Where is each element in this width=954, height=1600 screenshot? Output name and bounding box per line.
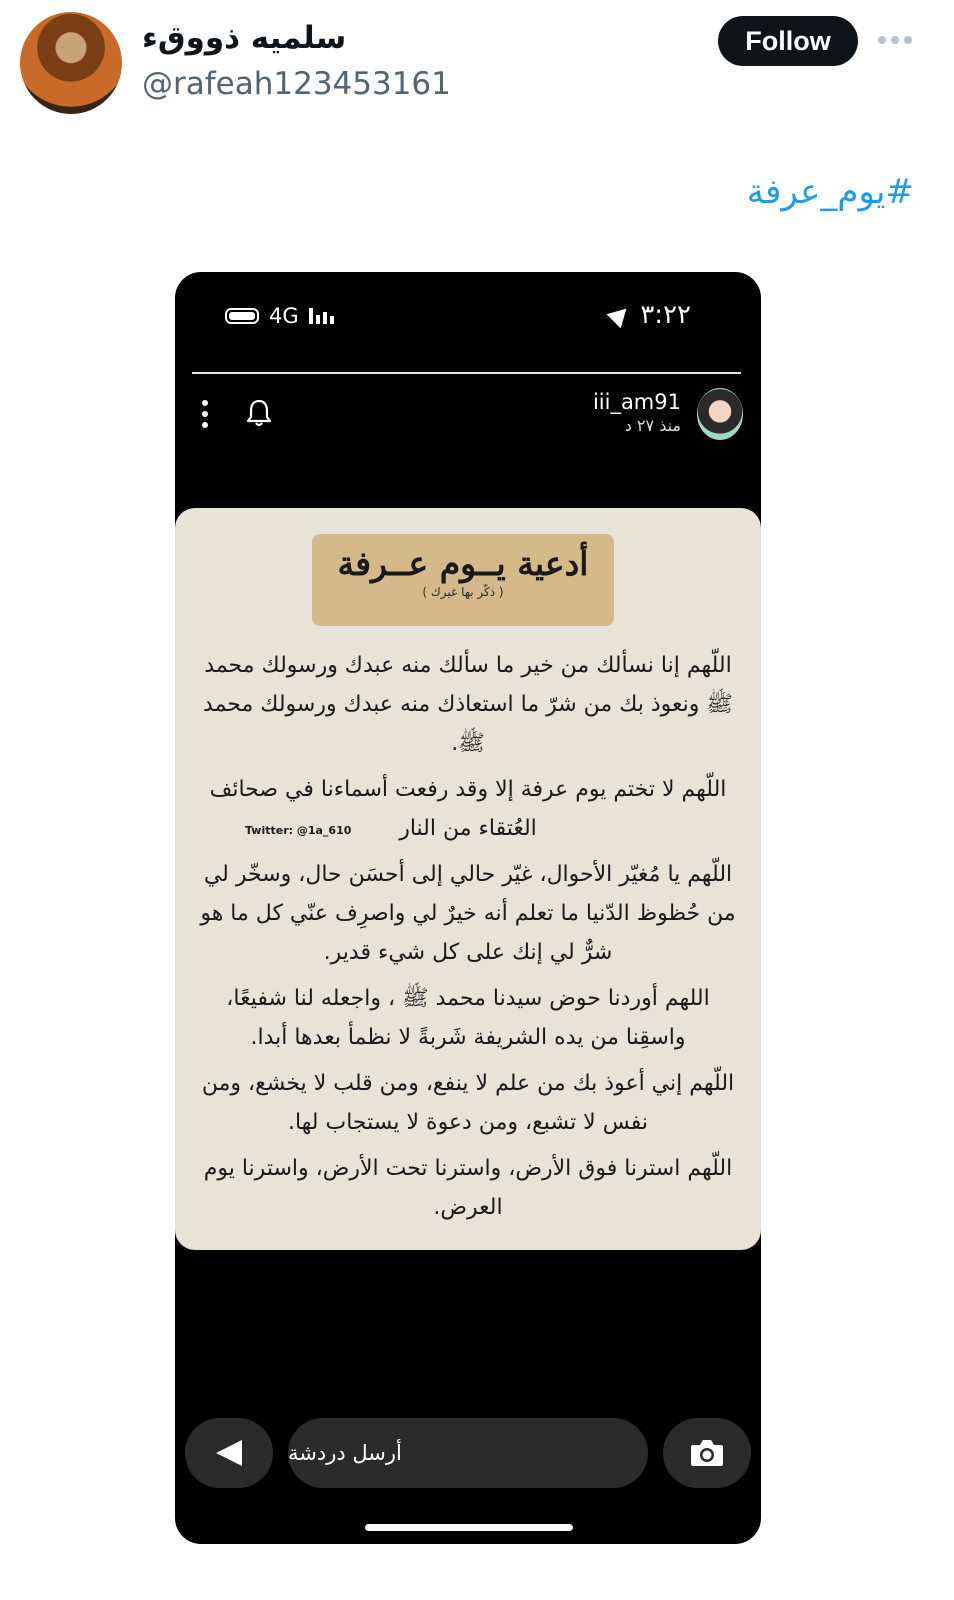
story-avatar[interactable] (697, 388, 743, 440)
story-progress-bar (192, 372, 741, 374)
signal-icon (309, 308, 334, 324)
card-title-box (312, 534, 614, 626)
kebab-menu-icon[interactable] (201, 400, 209, 428)
dua-item: اللّهم إنا نسألك من خير ما سألك منه عبدك ورسولك محمد ﷺ ونعوذ بك من شرّ ما استعاذك منه عبدك ورسولك محمد ﷺ. (203, 653, 733, 756)
story-screenshot[interactable] (175, 272, 761, 1544)
chat-input[interactable]: أرسل دردشة (288, 1418, 648, 1488)
status-time: ٣:٢٢ (640, 300, 691, 330)
dua-item: اللّهم لا تختم يوم عرفة إلا وقد رفعت أسماءنا في صحائف العُتقاء من النار (209, 777, 727, 841)
dua-card (175, 508, 761, 1250)
hashtag-link[interactable]: #يوم_عرفة (746, 172, 914, 212)
back-button[interactable] (185, 1418, 273, 1488)
status-bar-left (225, 304, 334, 328)
camera-icon (689, 1438, 725, 1468)
author-display-name[interactable]: سلميه ذووقء (142, 20, 347, 56)
camera-button[interactable] (663, 1418, 751, 1488)
follow-button[interactable]: Follow (718, 16, 858, 66)
home-indicator (365, 1524, 573, 1531)
dua-list (193, 646, 743, 1234)
status-bar-right (610, 300, 691, 330)
location-arrow-icon (607, 302, 634, 329)
network-label: 4G (269, 304, 299, 328)
card-subtitle: ( ذكّر بها غيرك ) (422, 585, 504, 599)
dua-item: اللّهم استرنا فوق الأرض، واسترنا تحت الأرض، واسترنا يوم العرض. (203, 1156, 733, 1220)
more-icon[interactable] (878, 33, 914, 47)
bell-icon[interactable] (245, 398, 273, 428)
author-avatar[interactable] (20, 12, 122, 114)
story-user-info[interactable] (593, 390, 681, 435)
dua-item: اللهم أوردنا حوض سيدنا محمد ﷺ ، واجعله لنا شفيعًا، واسقِنا من يده الشريفة شَربةً لا نظمأ بعدها أبدا. (226, 986, 710, 1050)
card-title: أدعية يــوم عــرفة (337, 544, 589, 583)
card-watermark: Twitter: @1a_610 (245, 824, 352, 837)
back-arrow-icon (216, 1440, 242, 1466)
dua-item: اللّهم يا مُغيّر الأحوال، غيّر حالي إلى أحسَن حال، وسخّر لي من حُظوظ الدّنيا ما تعلم أنه خيرٌ لي واصرِف عنّي كل ما هو شرٌّ لي إنك على كل شيء قدير. (200, 862, 736, 965)
story-age: منذ ٢٧ د (624, 416, 681, 435)
author-handle[interactable]: @rafeah123453161 (142, 66, 451, 102)
battery-icon (225, 308, 259, 324)
story-username: iii_am91 (592, 390, 681, 414)
dua-item: اللّهم إني أعوذ بك من علم لا ينفع، ومن قلب لا يخشع، ومن نفس لا تشبع، ومن دعوة لا يستجاب لها. (201, 1071, 735, 1135)
